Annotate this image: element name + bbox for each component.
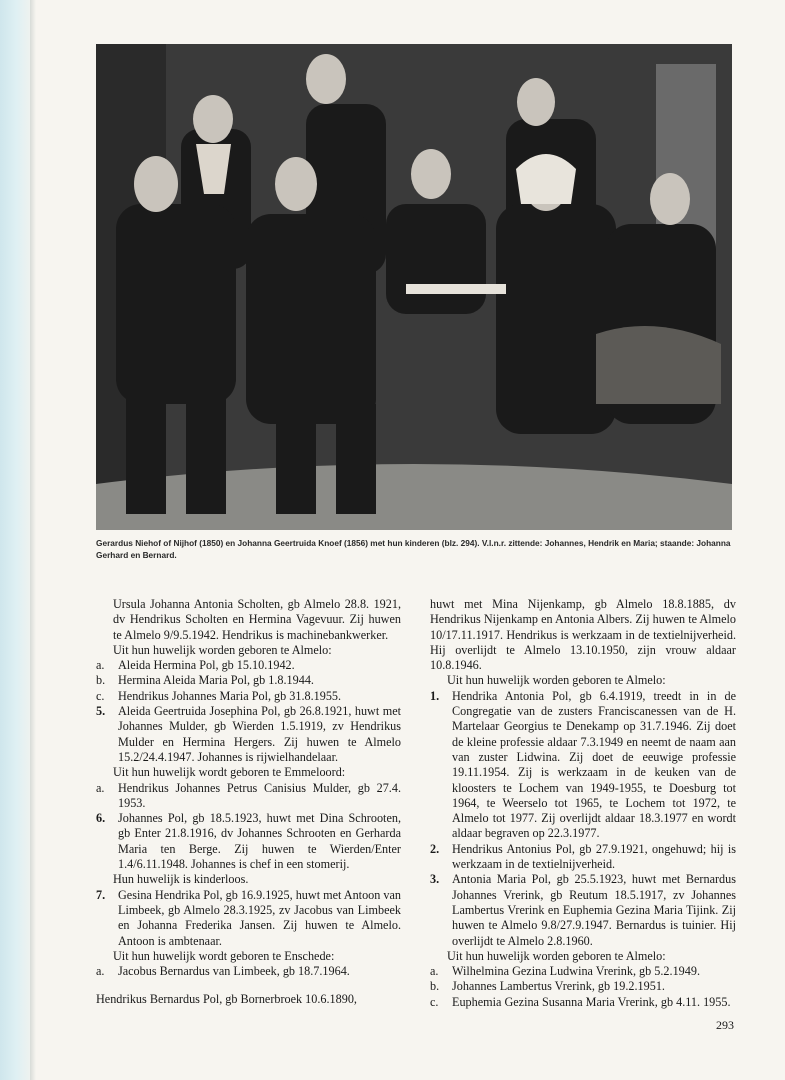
child-entry — [96, 689, 401, 704]
numbered-entry — [430, 842, 736, 873]
entry-text: Hermina Aleida Maria Pol, gb 1.8.1944. — [118, 673, 314, 688]
page-gutter — [30, 0, 36, 1080]
numbered-entry — [430, 689, 736, 842]
entry-text: Hendrikus Johannes Maria Pol, gb 31.8.1955. — [118, 688, 342, 703]
family-photograph — [96, 44, 732, 530]
entry-text: Euphemia Gezina Susanna Maria Vrerink, gb 4.11. 1955. — [452, 994, 731, 1009]
born-heading: Uit hun huwelijk wordt geboren te Emmeloord: — [113, 765, 346, 780]
entry-text: Johannes Lambertus Vrerink, gb 19.2.1951. — [452, 979, 665, 994]
entry-text: Hendrika Antonia Pol, gb 6.4.1919, treedt in in de Congregatie van de zusters Franciscanessen van de H. Martelaar Georgius te Denekamp op 31.7.1946. Zij doet de kleine professie aldaar 7.3.1949 en neemt de naam aan van zuster Lidwina. Zij doet de eeuwige professie 19.11.1954. Zij is werkzaam in de keuken van de kloosters te Lochem van 1949-1955, te Doesburg tot 1964, te Weerselo tot 1965, te Lochem tot 1972, te Almelo tot 1977. Zij overlijdt aldaar 18.3.1977 en wordt aldaar begraven op 22.3.1977. — [452, 688, 736, 841]
closing-paragraph: Hendrikus Bernardus Pol, gb Bornerbroek 10.6.1890, — [96, 992, 357, 1007]
entry-text: Aleida Geertruida Josephina Pol, gb 26.8.1921, huwt met Johannes Mulder, gb Wierden 1.5.1919, zv Hendrikus Mulder en Hermina Hergers. Zij huwen te Almelo 15.2/24.4.1947. Johannes is rijwielhandelaar. — [118, 704, 401, 764]
entry-marker: 3. — [430, 872, 440, 887]
entry-marker: 5. — [96, 704, 106, 719]
entry-marker: 1. — [430, 688, 440, 703]
childless-note: Hun huwelijk is kinderloos. — [113, 872, 249, 887]
entry-marker: 7. — [96, 887, 106, 902]
child-entry — [430, 995, 736, 1010]
page-number: 293 — [716, 1018, 734, 1032]
numbered-entry — [430, 872, 736, 948]
entry-marker: b. — [430, 979, 440, 994]
entry-marker: c. — [96, 688, 105, 703]
entry-text: Johannes Pol, gb 18.5.1923, huwt met Dina Schrooten, gb Enter 21.8.1916, dv Johannes Schrooten en Gerharda Maria ten Berge. Zij huwen te Wierden/Enter 1.4/6.11.1948. Johannes is chef in een stomerij. — [118, 811, 401, 872]
photo-caption: Gerardus Niehof of Nijhof (1850) en Johanna Geertruida Knoef (1856) met hun kinderen (blz. 294). V.l.n.r. zittende: Johannes, Hendrik en Maria; staande: Johanna Gerhard en Bernard. — [96, 538, 731, 560]
numbered-entry — [96, 888, 401, 949]
born-heading: Uit hun huwelijk wordt geboren te Enschede: — [113, 948, 335, 963]
entry-text: Gesina Hendrika Pol, gb 16.9.1925, huwt met Antoon van Limbeek, gb Almelo 28.3.1925, zv Jacobus van Limbeek en Johanna Frederika Jansen. Zij huwen te Almelo. Antoon is ambtenaar. — [118, 887, 401, 948]
entry-text: Wilhelmina Gezina Ludwina Vrerink, gb 5.2.1949. — [452, 964, 700, 979]
child-entry — [430, 979, 736, 994]
paragraph-intro: Ursula Johanna Antonia Scholten, gb Almelo 28.8. 1921, dv Hendrikus Scholten en Hermina Vagevuur. Zij huwen te Almelo 9/9.5.1942. Hendrikus is machinebankwerker. — [113, 597, 401, 642]
book-spine — [0, 0, 30, 1080]
child-entry — [430, 964, 736, 979]
entry-marker: 2. — [430, 841, 440, 856]
born-heading: Uit hun huwelijk worden geboren te Almelo: — [447, 948, 666, 963]
family-photograph-drawing — [96, 44, 732, 530]
child-entry — [96, 673, 401, 688]
entry-text: Jacobus Bernardus van Limbeek, gb 18.7.1964. — [118, 964, 350, 979]
entry-text: Aleida Hermina Pol, gb 15.10.1942. — [118, 658, 295, 673]
paragraph-intro: huwt met Mina Nijenkamp, gb Almelo 18.8.1885, dv Hendrikus Nijenkamp en Antonia Albers. Zij huwen te Almelo 10/17.11.1917. Hendrikus is werkzaam in de textielnijverheid. Hij overlijdt te Almelo 13.10.1950, zijn vrouw aldaar 10.8.1946. — [430, 597, 736, 673]
entry-marker: a. — [430, 964, 439, 979]
right-text-column — [430, 597, 736, 1010]
entry-text: Antonia Maria Pol, gb 25.5.1923, huwt met Bernardus Johannes Vrerink, gb Reutum 18.5.1917, zv Johannes Lambertus Vrerink en Euphemia Gezina Maria Tijink. Zij huwen te Almelo 9.8/27.9.1947. Bernardus is tuinier. Hij overlijdt te Almelo 2.8.1960. — [452, 872, 736, 948]
entry-text: Hendrikus Johannes Petrus Canisius Mulder, gb 27.4. 1953. — [118, 780, 401, 810]
child-entry — [96, 964, 401, 979]
entry-marker: a. — [96, 658, 105, 673]
paragraph-gap — [96, 979, 401, 992]
numbered-entry — [96, 704, 401, 765]
child-entry — [96, 781, 401, 812]
entry-marker: a. — [96, 964, 105, 979]
child-entry — [96, 658, 401, 673]
entry-marker: a. — [96, 780, 105, 795]
left-text-column — [96, 597, 401, 1008]
born-heading: Uit hun huwelijk worden geboren te Almelo: — [447, 673, 666, 688]
entry-marker: b. — [96, 673, 106, 688]
entry-marker: 6. — [96, 811, 106, 826]
born-heading: Uit hun huwelijk worden geboren te Almelo: — [113, 642, 332, 657]
entry-text: Hendrikus Antonius Pol, gb 27.9.1921, ongehuwd; hij is werkzaam in de textielnijverheid. — [452, 841, 736, 872]
entry-marker: c. — [430, 994, 439, 1009]
numbered-entry — [96, 811, 401, 872]
